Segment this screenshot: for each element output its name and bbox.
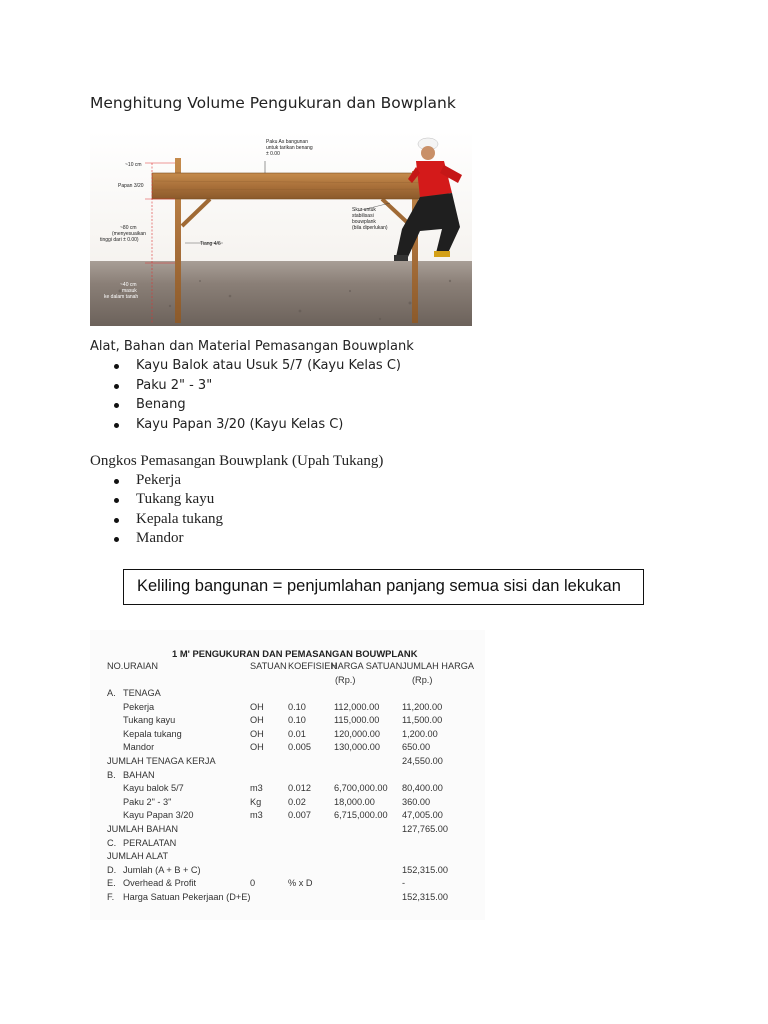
table-cell-harga: 130,000.00 [334, 742, 380, 753]
table-cell-uraian: Tukang kayu [123, 715, 176, 726]
label-top-dim: ~10 cm [125, 162, 142, 168]
table-cell-satuan: OH [250, 715, 264, 726]
table-cell-jumlah: 47,005.00 [402, 810, 443, 821]
table-cell-koef: 0.012 [288, 783, 311, 794]
table-cell-koef: 0.10 [288, 701, 306, 712]
label-skur-1: Skur untuk [352, 207, 376, 213]
label-bottom-dim-1: ~40 cm [120, 282, 137, 288]
bowplank-illustration [90, 131, 472, 326]
table-cell-uraian: Kayu Papan 3/20 [123, 810, 194, 821]
table-cell-jumlah: 650.00 [402, 742, 431, 753]
label-paku-1: Paku As bangunan [266, 139, 308, 145]
table-cell-no: A. [107, 688, 116, 698]
table-cell-jumlah: 80,400.00 [402, 783, 443, 794]
table-cell-koef: 0.005 [288, 742, 311, 753]
label-tiang: Tiang 4/6 [200, 241, 221, 247]
labor-heading: Ongkos Pemasangan Bouwplank (Upah Tukang) [90, 453, 384, 469]
table-cell-uraian: Harga Satuan Pekerjaan (D+E) [123, 892, 251, 902]
table-cell-koef: 0.01 [288, 728, 306, 739]
table-cell-satuan: OH [250, 701, 264, 712]
table-cell-uraian: JUMLAH ALAT [107, 851, 169, 862]
table-cell-jumlah: 152,315.00 [402, 892, 448, 902]
header-koefisien: KOEFISIEN [288, 661, 338, 671]
label-mid-dim-1: ~80 cm [120, 225, 137, 231]
label-paku-3: ± 0.00 [266, 151, 280, 157]
table-cell-satuan: Kg [250, 796, 262, 807]
table-cell-satuan: OH [250, 728, 264, 739]
header-satuan: SATUAN [250, 661, 287, 671]
header-jumlah-harga: JUMLAH HARGA [402, 661, 474, 671]
table-cell-koef: % x D [288, 878, 313, 889]
list-item: Tukang kayu [108, 490, 223, 509]
list-item: Kepala tukang [108, 510, 223, 529]
table-title: 1 M' PENGUKURAN DAN PEMASANGAN BOUWPLANK [172, 648, 418, 659]
table-cell-uraian: Overhead & Profit [123, 878, 197, 889]
table-cell-uraian: Jumlah (A + B + C) [123, 864, 201, 875]
table-cell-jumlah: - [402, 878, 406, 889]
table-cell-koef: 0.10 [288, 715, 306, 726]
table-cell-satuan: OH [250, 742, 264, 753]
table-cell-satuan: m3 [250, 810, 263, 821]
list-item: Mandor [108, 529, 223, 548]
table-cell-jumlah: 11,500.00 [402, 715, 443, 726]
table-cell-harga: 112,000.00 [334, 701, 380, 712]
table-cell-uraian: Mandor [123, 742, 155, 753]
table-cell-harga: 6,700,000.00 [334, 783, 388, 794]
page-title: Menghitung Volume Pengukuran dan Bowplank [90, 94, 456, 112]
table-cell-jumlah: 127,765.00 [402, 824, 448, 834]
label-mid-dim-2: (menyesuaikan [112, 231, 146, 237]
table-cell-no: E. [107, 878, 116, 889]
materials-heading: Alat, Bahan dan Material Pemasangan Bouwplank [90, 339, 414, 354]
formula-box: Keliling bangunan = penjumlahan panjang semua sisi dan lekukan [123, 569, 644, 605]
table-cell-jumlah: 24,550.00 [402, 756, 443, 766]
table-cell-no: F. [107, 892, 115, 902]
label-skur-2: stabilisasi [352, 213, 374, 219]
label-bottom-dim-3: ke dalam tanah [104, 294, 139, 300]
labor-list [108, 471, 223, 548]
label-skur-3: bouwplank [352, 219, 376, 225]
table-cell-harga: 115,000.00 [334, 715, 380, 726]
cost-table [90, 630, 485, 920]
list-item: Kayu Balok atau Usuk 5/7 (Kayu Kelas C) [108, 356, 401, 376]
table-cell-satuan: m3 [250, 783, 263, 794]
label-bottom-dim-2: masuk [122, 288, 137, 294]
list-item: Benang [108, 395, 401, 415]
table-cell-uraian: JUMLAH BAHAN [107, 824, 178, 834]
table-cell-no: B. [107, 769, 116, 780]
table-cell-uraian: Kayu balok 5/7 [123, 783, 184, 794]
table-cell-uraian: TENAGA [123, 688, 161, 698]
bowplank-board [152, 173, 448, 199]
table-cell-koef: 0.02 [288, 796, 306, 807]
label-mid-dim-3: tinggi dari ± 0.00) [100, 237, 139, 243]
table-cell-jumlah: 1,200.00 [402, 728, 438, 739]
header-rp-harga: (Rp.) [335, 675, 356, 685]
header-no-uraian: NO.URAIAN [107, 661, 159, 671]
table-cell-jumlah: 152,315.00 [402, 864, 448, 875]
table-cell-uraian: PERALATAN [123, 837, 177, 848]
table-cell-uraian: JUMLAH TENAGA KERJA [107, 756, 216, 766]
label-skur-4: (bila diperlukan) [352, 225, 388, 231]
table-cell-jumlah: 11,200.00 [402, 701, 443, 712]
table-cell-no: C. [107, 837, 117, 848]
list-item: Kayu Papan 3/20 (Kayu Kelas C) [108, 415, 401, 435]
table-cell-no: D. [107, 864, 117, 875]
label-papan: Papan 3/20 [118, 183, 144, 189]
table-cell-uraian: BAHAN [123, 769, 155, 780]
table-cell-jumlah: 360.00 [402, 796, 431, 807]
table-cell-harga: 6,715,000.00 [334, 810, 388, 821]
table-cell-harga: 120,000.00 [334, 728, 380, 739]
table-cell-koef: 0.007 [288, 810, 311, 821]
list-item: Pekerja [108, 471, 223, 490]
materials-list [108, 356, 401, 434]
table-cell-uraian: Paku 2" - 3" [123, 796, 172, 807]
table-cell-uraian: Kepala tukang [123, 728, 182, 739]
table-cell-uraian: Pekerja [123, 701, 155, 712]
table-cell-harga: 18,000.00 [334, 796, 375, 807]
header-rp-jumlah: (Rp.) [412, 675, 433, 685]
label-paku-2: untuk tarikan benang [266, 145, 313, 151]
list-item: Paku 2" - 3" [108, 376, 401, 396]
table-cell-satuan: 0 [250, 878, 256, 889]
header-harga-satuan: HARGA SATUAN [331, 661, 403, 671]
